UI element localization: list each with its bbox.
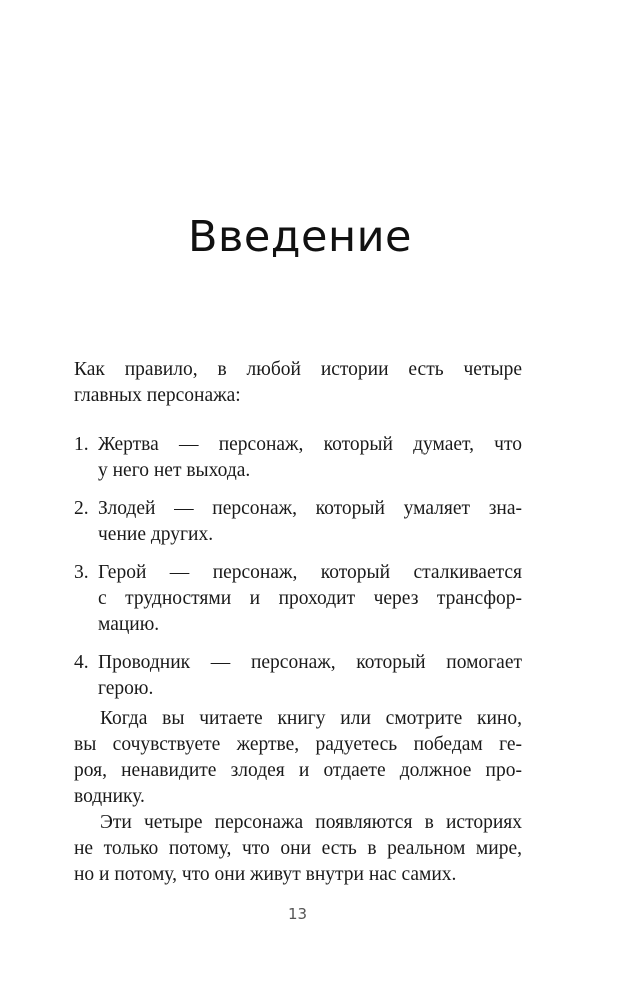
body-line: Эти четыре персонажа появляются в историях [100,812,522,833]
body-line: воднику. [74,786,145,807]
list-item-line [74,496,522,522]
character-list [74,432,522,714]
body-line: вы сочувствуете жертве, радуетесь победам ге- [74,734,522,755]
list-item-victim [74,432,522,484]
list-item-line [74,650,522,676]
list-item-number: 4. [74,652,89,673]
body-paragraph [74,706,522,888]
body-line: роя, ненавидите злодея и отдаете должное про- [74,760,522,781]
list-item-text: Герой — персонаж, который сталкивается [98,562,522,583]
intro-line: главных персонажа: [74,385,241,406]
list-item-villain [74,496,522,548]
list-item-line [74,432,522,458]
list-item-guide [74,650,522,702]
list-item-line: с трудностями и проходит через трансфор- [98,588,522,609]
list-item-line: герою. [98,678,154,699]
list-item-line [74,560,522,586]
list-item-text: Жертва — персонаж, который думает, что [98,434,522,455]
list-item-line: у него нет выхода. [98,460,251,481]
list-item-line: чение других. [98,524,214,545]
list-item-line: мацию. [98,614,160,635]
body-line: Когда вы читаете книгу или смотрите кино, [100,708,522,729]
intro-line: Как правило, в любой истории есть четыре [74,359,522,380]
list-item-hero [74,560,522,638]
list-item-text: Злодей — персонаж, который умаляет зна- [98,498,522,519]
body-line: не только потому, что они есть в реальном мире, [74,838,522,859]
chapter-title: Введение [188,212,412,262]
list-item-text: Проводник — персонаж, который помогает [98,652,522,673]
list-item-number: 1. [74,434,89,455]
list-item-number: 3. [74,562,89,583]
intro-paragraph [74,357,522,409]
list-item-number: 2. [74,498,89,519]
page-number: 13 [287,905,308,923]
body-line: но и потому, что они живут внутри нас самих. [74,864,457,885]
